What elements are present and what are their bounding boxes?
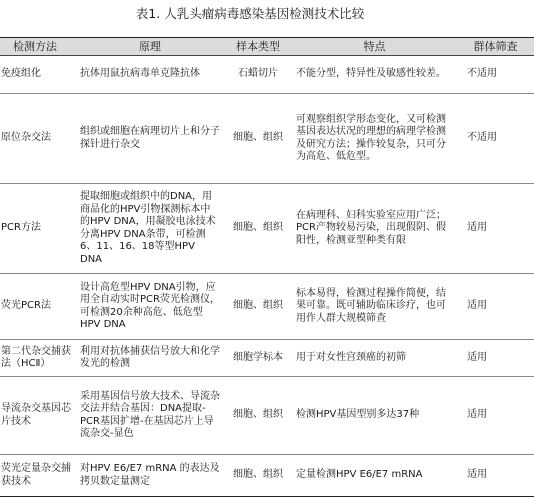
principle-cell: 抗体用鼠抗病毒单克隆抗体 <box>76 56 224 94</box>
principle-cell: 组织或细胞在病理切片上和分子探针进行杂交 <box>76 94 224 184</box>
features-cell: 标本易得，检测过程操作简便，结果可靠。既可辅助临床诊疗，也可用作人群大规模筛查 <box>292 274 457 340</box>
screening-cell: 适用 <box>457 377 534 455</box>
features-cell: 用于对女性宫颈癌的初筛 <box>292 340 457 377</box>
table-row <box>0 56 534 94</box>
principle-cell: 利用对抗体捕获信号放大和化学发光的检测 <box>76 340 224 377</box>
table-row <box>0 377 534 455</box>
method-cell: 荧光定量杂交捕获技术 <box>0 455 76 497</box>
header-features: 特点 <box>292 38 457 56</box>
method-cell: PCR方法 <box>0 184 76 274</box>
features-cell: 定量检测HPV E6/E7 mRNA <box>292 455 457 497</box>
sample-cell: 石蜡切片 <box>224 56 292 94</box>
screening-cell: 不适用 <box>457 56 534 94</box>
principle-cell: 设计高危型HPV DNA引物，应用全自动实时PCR荧光检测仪，可检测20余种高危、低危型HPV DNA <box>76 274 224 340</box>
features-cell: 检测HPV基因型别多达37种 <box>292 377 457 455</box>
principle-cell: 对HPV E6/E7 mRNA 的表达及拷贝数定量测定 <box>76 455 224 497</box>
screening-cell: 适用 <box>457 340 534 377</box>
sample-cell: 细胞、组织 <box>224 184 292 274</box>
screening-cell: 适用 <box>457 455 534 497</box>
method-cell: 免疫组化 <box>0 56 76 94</box>
table-row <box>0 455 534 497</box>
features-cell: 在病理科、妇科实验室应用广泛；PCR产物较易污染，出现假阴、假阳性，检测亚型种类有限 <box>292 184 457 274</box>
table-row <box>0 184 534 274</box>
header-principle: 原理 <box>76 38 224 56</box>
table-header-row <box>0 38 534 56</box>
sample-cell: 细胞、组织 <box>224 455 292 497</box>
header-method: 检测方法 <box>0 38 76 56</box>
header-population-screening: 群体筛查 <box>457 38 534 56</box>
table-title: 表1. 人乳头瘤病毒感染基因检测技术比较 <box>135 6 365 21</box>
sample-cell: 细胞、组织 <box>224 94 292 184</box>
method-cell: 荧光PCR法 <box>0 274 76 340</box>
method-cell: 原位杂交法 <box>0 94 76 184</box>
screening-cell: 适用 <box>457 274 534 340</box>
sample-cell: 细胞、组织 <box>224 377 292 455</box>
principle-cell: 采用基因信号放大技术、导流杂交法并结合基因：DNA提取-PCR基因扩增-在基因芯片上导流杂交-显色 <box>76 377 224 455</box>
sample-cell: 细胞、组织 <box>224 274 292 340</box>
principle-cell: 提取细胞或组织中的DNA，用商品化的HPV引物探测标本中的HPV DNA，用凝胶电泳技术分离HPV DNA条带，可检测6、11、16、18等型HPV DNA <box>76 184 224 274</box>
table-row <box>0 94 534 184</box>
method-cell: 导流杂交基因芯片技术 <box>0 377 76 455</box>
method-cell: 第二代杂交捕获法（HCⅡ） <box>0 340 76 377</box>
table-row <box>0 340 534 377</box>
screening-cell: 不适用 <box>457 94 534 184</box>
screening-cell: 适用 <box>457 184 534 274</box>
features-cell: 可观察组织学形态变化，又可检测基因表达状况的理想的病理学检测及研究方法；操作较复杂，只可分为高危、低危型。 <box>292 94 457 184</box>
features-cell: 不能分型，特异性及敏感性较差。 <box>292 56 457 94</box>
comparison-table <box>0 37 534 497</box>
sample-cell: 细胞学标本 <box>224 340 292 377</box>
header-sample-type: 样本类型 <box>224 38 292 56</box>
table-row <box>0 274 534 340</box>
